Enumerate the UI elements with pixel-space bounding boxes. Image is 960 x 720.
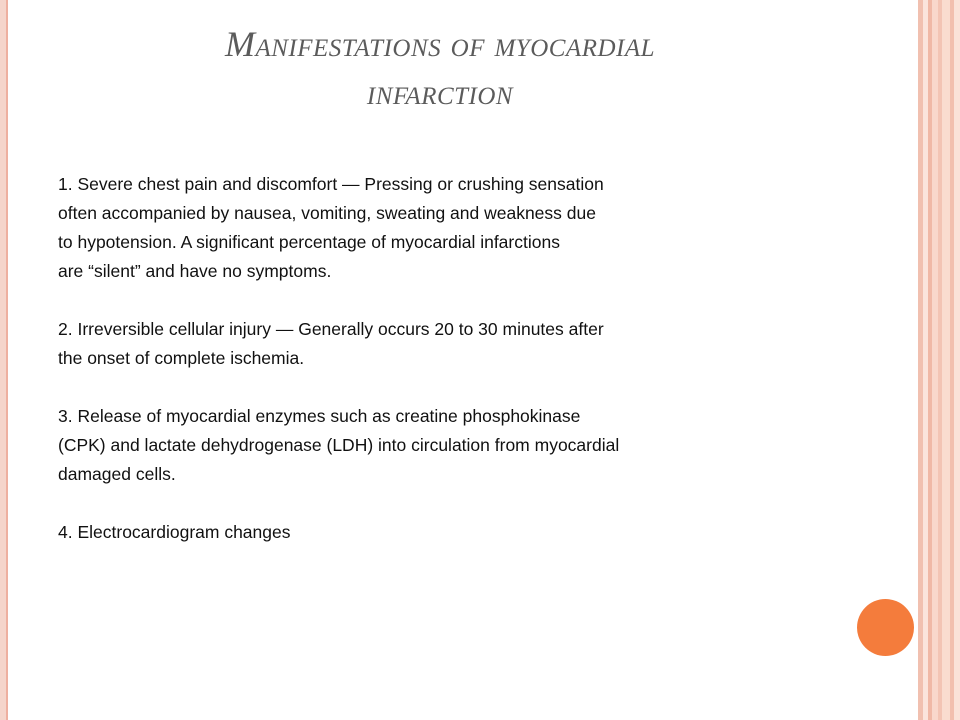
list-item-line: the onset of complete ischemia. [58,348,305,368]
list-item-line: are “silent” and have no symptoms. [58,261,332,281]
list-item-chest-pain [58,170,818,286]
slide-body [58,170,818,547]
list-item-cellular-injury [58,315,818,373]
list-item-enzymes [58,402,818,489]
list-item-line: (CPK) and lactate dehydrogenase (LDH) into circulation from myocardial [58,435,620,455]
accent-circle-decoration [857,599,914,656]
list-item-line: to hypotension. A significant percentage of myocardial infarctions [58,232,560,252]
list-item-ecg-changes [58,518,818,547]
list-item-line: 1. Severe chest pain and discomfort — Pressing or crushing sensation [58,174,604,194]
slide-title-line-1: Manifestations of myocardial [224,24,656,64]
list-item-line: 3. Release of myocardial enzymes such as creatine phosphokinase [58,406,581,426]
right-stripe-8 [954,0,960,720]
list-item-line: 4. Electrocardiogram changes [58,522,291,542]
list-item-line: often accompanied by nausea, vomiting, sweating and weakness due [58,203,596,223]
list-item-line: 2. Irreversible cellular injury — Generally occurs 20 to 30 minutes after [58,319,604,339]
right-stripe-6 [942,0,950,720]
slide-title [60,20,820,116]
list-item-line: damaged cells. [58,464,176,484]
slide-title-line-2: infarction [366,72,514,112]
left-border-line [6,0,8,720]
